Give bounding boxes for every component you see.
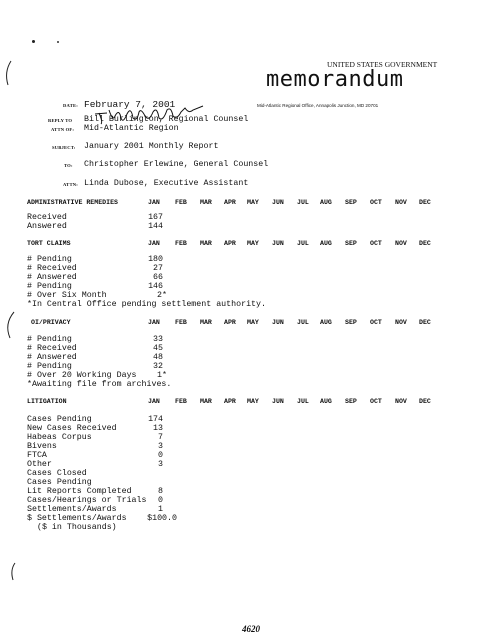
- date-label: DATE:: [63, 103, 78, 108]
- month-header: APR: [224, 199, 236, 206]
- section-footnote: *Awaiting file from archives.: [27, 380, 172, 389]
- month-header: JUN: [272, 199, 284, 206]
- month-header: AUG: [320, 319, 332, 326]
- month-header: JUL: [297, 199, 309, 206]
- row-label: Cases/Hearings or Trials: [27, 496, 147, 505]
- month-header: JUN: [272, 319, 284, 326]
- month-header: NOV: [395, 240, 407, 247]
- month-header: SEP: [345, 199, 357, 206]
- row-value-jan: 174: [148, 415, 163, 424]
- attn-value: Linda Dubose, Executive Assistant: [84, 179, 249, 188]
- month-header: NOV: [395, 319, 407, 326]
- row-label: # Pending: [27, 255, 72, 264]
- row-value-jan: 7: [158, 433, 163, 442]
- reply-to-label: REPLY TO: [48, 118, 73, 123]
- reply-to-value: Bill Burlington, Regional Counsel: [84, 115, 249, 124]
- month-header: OCT: [370, 398, 382, 405]
- month-header: NOV: [395, 199, 407, 206]
- month-header: AUG: [320, 398, 332, 405]
- row-value-jan: 1*: [157, 371, 167, 380]
- subject-label: SUBJECT:: [52, 145, 76, 150]
- row-value-jan: 0: [158, 496, 163, 505]
- attn-label: ATTN:: [63, 182, 78, 187]
- month-header: FEB: [175, 319, 187, 326]
- row-value-jan: 48: [153, 353, 163, 362]
- section-title: TORT CLAIMS: [27, 240, 71, 247]
- scan-mark-dot: [57, 41, 59, 43]
- section-title: OI/PRIVACY: [31, 319, 71, 326]
- month-header: JUL: [297, 240, 309, 247]
- scan-mark-bracket-icon: [2, 310, 16, 340]
- scan-mark-dot: [32, 40, 35, 43]
- row-value-jan: 66: [153, 273, 163, 282]
- month-header: FEB: [175, 240, 187, 247]
- row-label: FTCA: [27, 451, 47, 460]
- row-value-jan: 13: [153, 424, 163, 433]
- month-header: DEC: [419, 398, 431, 405]
- document-type-title: memorandum: [266, 67, 404, 92]
- row-label: Lit Reports Completed: [27, 487, 132, 496]
- row-value-jan: 33: [153, 335, 163, 344]
- row-value-jan: 144: [148, 222, 163, 231]
- month-header: NOV: [395, 398, 407, 405]
- row-value-jan: 0: [158, 451, 163, 460]
- month-header: MAY: [247, 240, 259, 247]
- month-header: FEB: [175, 398, 187, 405]
- row-value-jan: 45: [153, 344, 163, 353]
- row-label: Cases Closed: [27, 469, 87, 478]
- section-footnote: *In Central Office pending settlement authority.: [27, 300, 266, 309]
- row-label: # Pending: [27, 282, 72, 291]
- section-title: ADMINISTRATIVE REMEDIES: [27, 199, 119, 206]
- month-header: SEP: [345, 398, 357, 405]
- row-value-jan: 3: [158, 442, 163, 451]
- row-value-jan: 3: [158, 460, 163, 469]
- row-label: # Over Six Month: [27, 291, 107, 300]
- scan-mark-bracket-icon: [2, 60, 14, 86]
- row-label: # Pending: [27, 335, 72, 344]
- month-header: DEC: [419, 319, 431, 326]
- month-header: JUL: [297, 319, 309, 326]
- month-header: OCT: [370, 199, 382, 206]
- month-header: MAR: [200, 199, 212, 206]
- row-label: $ Settlements/Awards: [27, 514, 127, 523]
- row-label: # Received: [27, 264, 77, 273]
- row-label: # Answered: [27, 273, 77, 282]
- attn-of-value: Mid-Atlantic Region: [84, 124, 179, 133]
- month-header: JUN: [272, 398, 284, 405]
- month-header: JAN: [148, 240, 160, 247]
- month-header: JAN: [148, 199, 160, 206]
- row-value-jan: 1: [158, 505, 163, 514]
- row-label: Cases Pending: [27, 478, 92, 487]
- row-label: New Cases Received: [27, 424, 117, 433]
- row-label: ($ in Thousands): [37, 523, 117, 532]
- month-header: DEC: [419, 240, 431, 247]
- agency-name: UNITED STATES GOVERNMENT: [327, 60, 438, 69]
- row-label: Answered: [27, 222, 67, 231]
- date-value: February 7, 2001: [84, 99, 176, 110]
- month-header: APR: [224, 319, 236, 326]
- month-header: AUG: [320, 199, 332, 206]
- month-header: FEB: [175, 199, 187, 206]
- row-value-jan: 146: [148, 282, 163, 291]
- month-header: SEP: [345, 240, 357, 247]
- row-label: Cases Pending: [27, 415, 92, 424]
- month-header: MAY: [247, 319, 259, 326]
- month-header: MAR: [200, 319, 212, 326]
- row-value-jan: 8: [158, 487, 163, 496]
- month-header: JUN: [272, 240, 284, 247]
- month-header: MAR: [200, 398, 212, 405]
- row-value-jan: 2*: [157, 291, 167, 300]
- month-header: APR: [224, 398, 236, 405]
- month-header: JUL: [297, 398, 309, 405]
- row-label: Other: [27, 460, 52, 469]
- row-label: Settlements/Awards: [27, 505, 117, 514]
- to-value: Christopher Erlewine, General Counsel: [84, 160, 269, 169]
- row-value-jan: 167: [148, 213, 163, 222]
- office-address: Mid-Atlantic Regional Office, Annapolis Junction, MD 20701: [257, 103, 379, 108]
- scan-mark-bracket-icon: [8, 562, 18, 582]
- month-header: DEC: [419, 199, 431, 206]
- month-header: APR: [224, 240, 236, 247]
- to-label: TO:: [64, 163, 73, 168]
- row-label: # Pending: [27, 362, 72, 371]
- row-label: Habeas Corpus: [27, 433, 92, 442]
- month-header: MAY: [247, 398, 259, 405]
- month-header: SEP: [345, 319, 357, 326]
- page-number: 4620: [242, 624, 260, 634]
- row-value-jan: $100.0: [147, 514, 177, 523]
- row-label: # Received: [27, 344, 77, 353]
- month-header: MAR: [200, 240, 212, 247]
- row-label: Received: [27, 213, 67, 222]
- row-value-jan: 27: [153, 264, 163, 273]
- month-header: JAN: [148, 319, 160, 326]
- section-title: LITIGATION: [27, 398, 67, 405]
- month-header: MAY: [247, 199, 259, 206]
- row-label: # Answered: [27, 353, 77, 362]
- attn-of-label: ATTN OF:: [51, 127, 75, 132]
- row-label: # Over 20 Working Days: [27, 371, 137, 380]
- row-value-jan: 180: [148, 255, 163, 264]
- month-header: OCT: [370, 319, 382, 326]
- subject-value: January 2001 Monthly Report: [84, 142, 219, 151]
- row-value-jan: 32: [153, 362, 163, 371]
- month-header: JAN: [148, 398, 160, 405]
- month-header: AUG: [320, 240, 332, 247]
- row-label: Bivens: [27, 442, 57, 451]
- month-header: OCT: [370, 240, 382, 247]
